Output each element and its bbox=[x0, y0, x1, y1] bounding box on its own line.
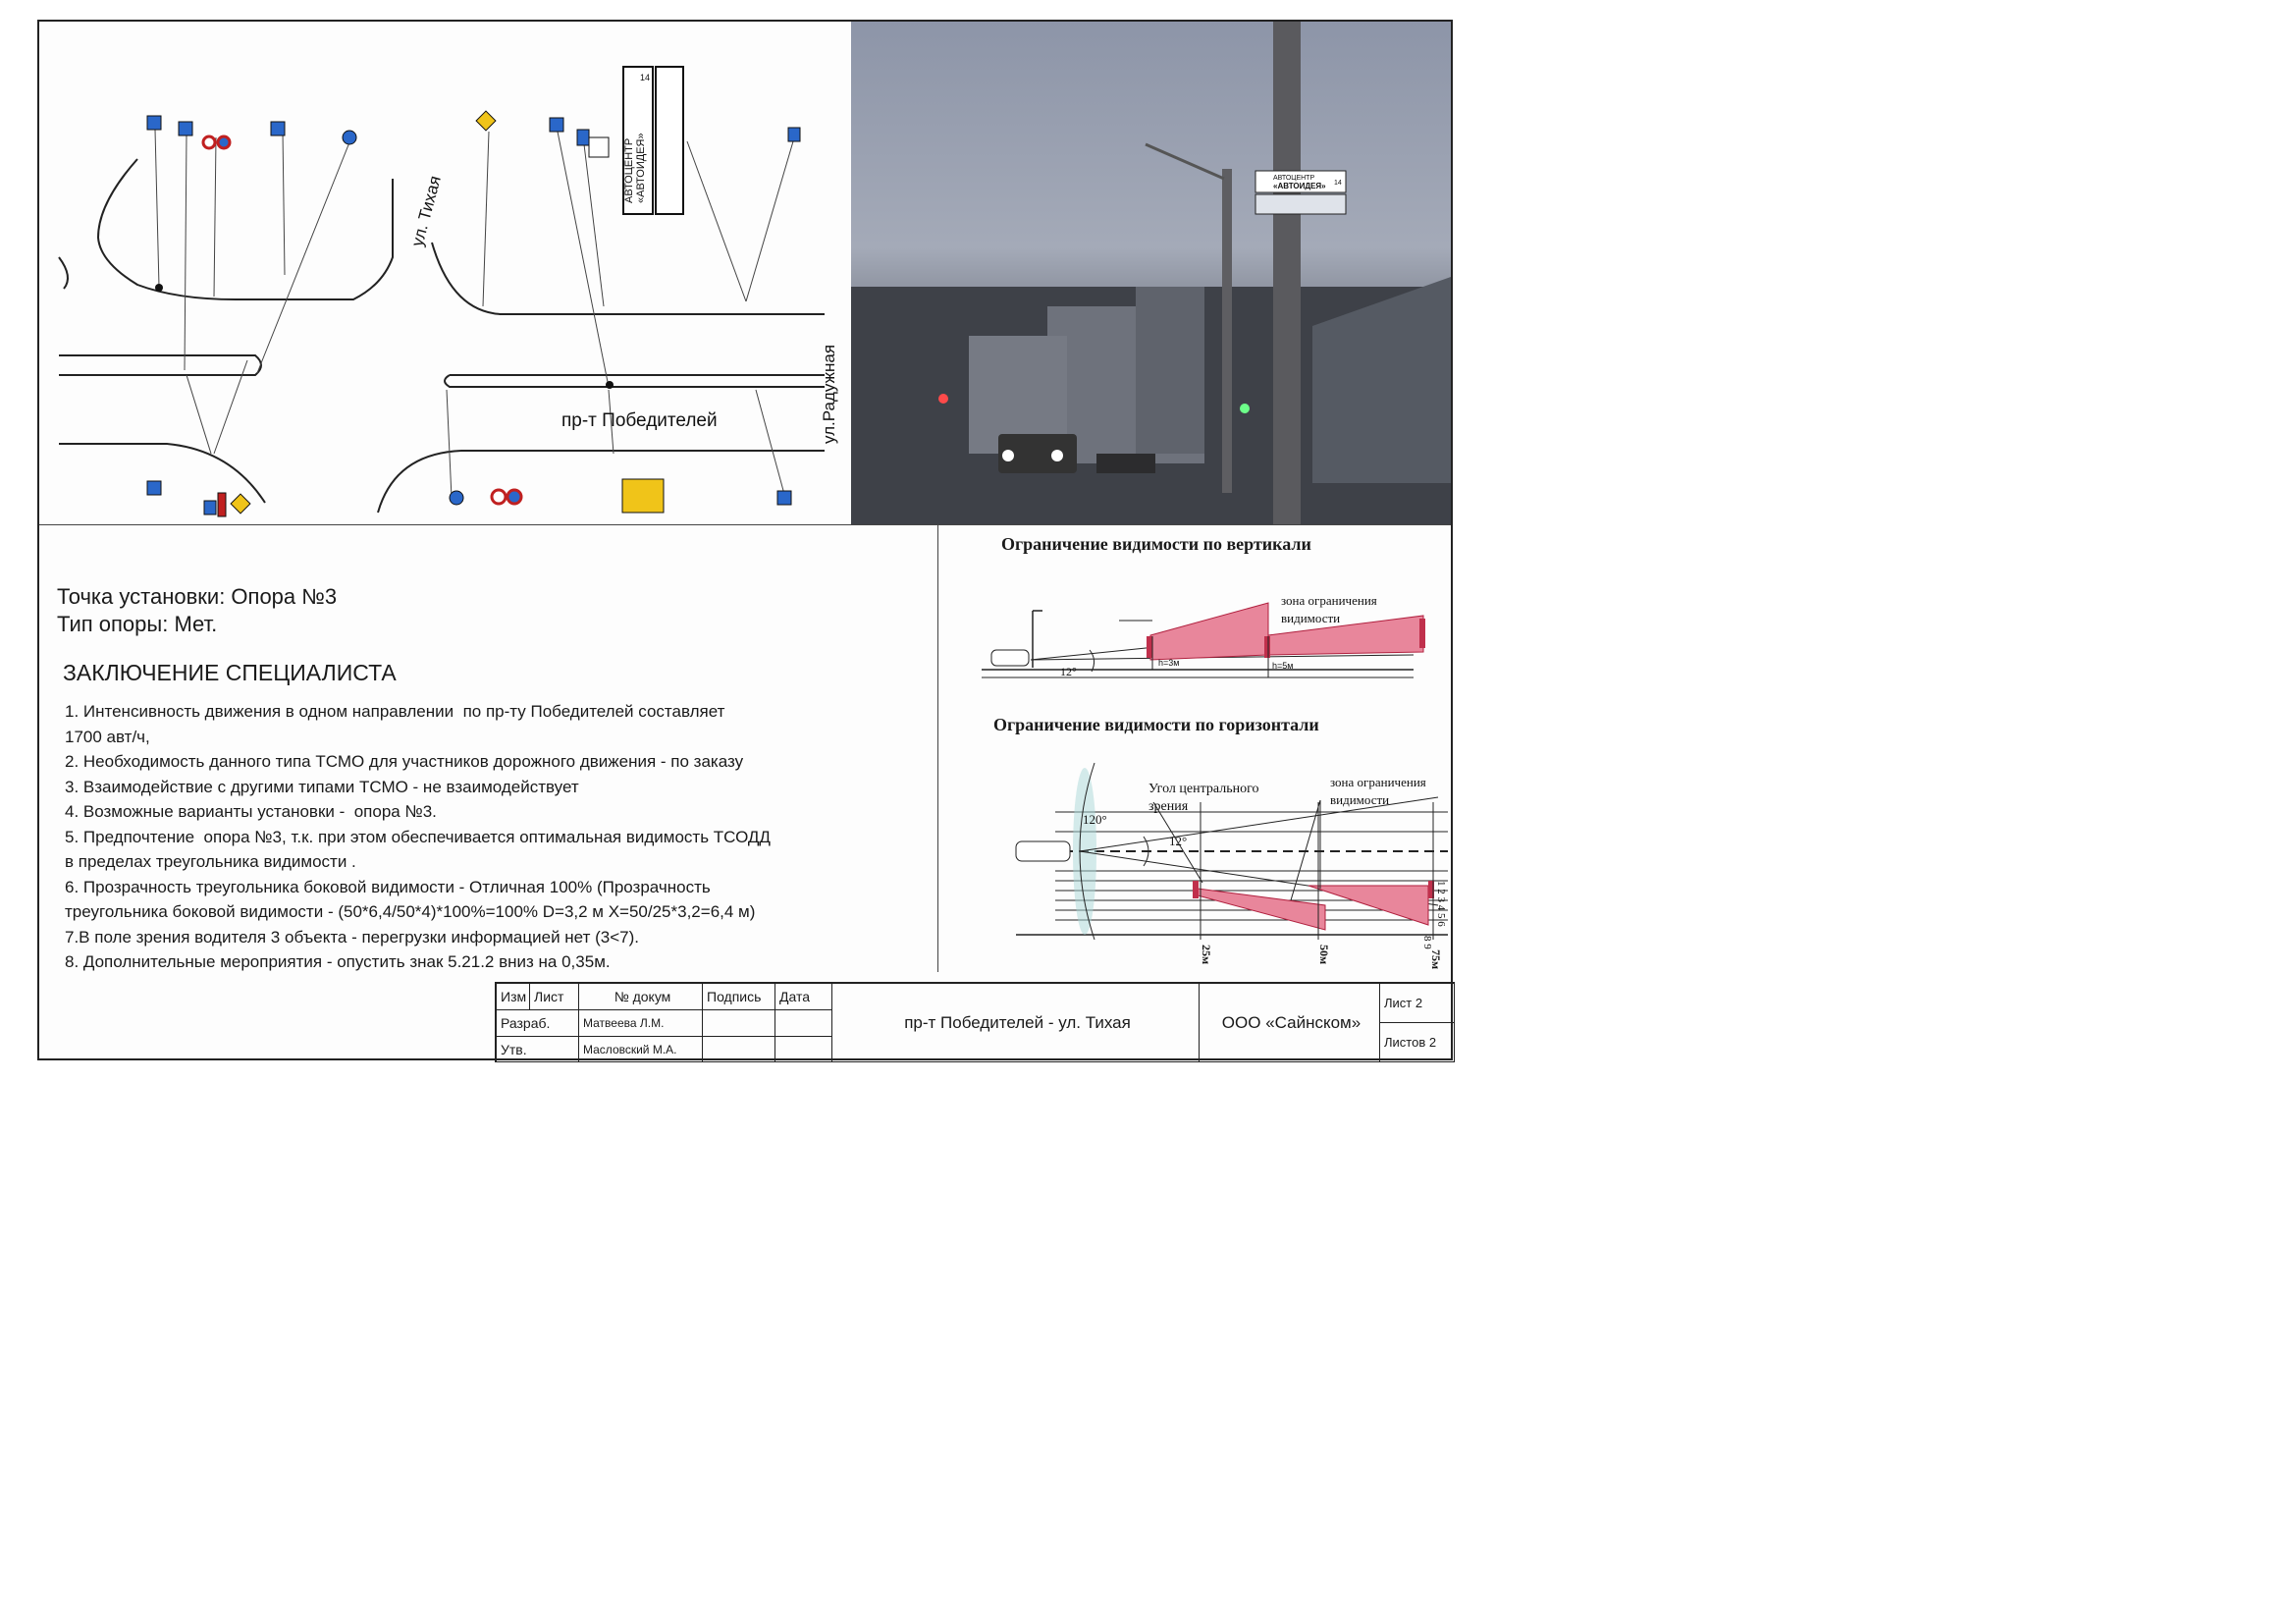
stamp-header-dokum: № докум bbox=[579, 984, 703, 1010]
conclusion-item: 5. Предпочтение опора №3, т.к. при этом обеспечивается оптимальная видимость ТСОДД в пределах треугольника видимости . bbox=[65, 827, 771, 871]
stamp-empty bbox=[703, 1037, 775, 1062]
road-signs-upper bbox=[147, 111, 800, 157]
stamp-company: ООО «Сайнском» bbox=[1200, 984, 1380, 1062]
svg-text:120°: 120° bbox=[1083, 812, 1107, 827]
stamp-sheets: Листов 2 bbox=[1380, 1023, 1455, 1062]
street-label-tikhaya: ул. Тихая bbox=[407, 174, 445, 249]
conclusion-item: 4. Возможные варианты установки - опора №3. bbox=[65, 802, 437, 821]
stamp-header-podpis: Подпись bbox=[703, 984, 775, 1010]
svg-text:АВТОЦЕНТР: АВТОЦЕНТР bbox=[1273, 175, 1315, 182]
stamp-empty bbox=[775, 1037, 832, 1062]
svg-text:АВТОЦЕНТР: АВТОЦЕНТР bbox=[623, 137, 635, 203]
stamp-razrab-name: Матвеева Л.М. bbox=[579, 1010, 703, 1037]
document-sheet bbox=[37, 20, 1453, 1060]
curb-fragment bbox=[59, 257, 68, 289]
stamp-object: пр-т Победителей - ул. Тихая bbox=[832, 984, 1200, 1062]
svg-text:h=3м: h=3м bbox=[1158, 658, 1180, 668]
svg-text:12°: 12° bbox=[1060, 665, 1077, 678]
street-label-raduzhnaya: ул.Радужная bbox=[820, 344, 838, 444]
title-block bbox=[495, 982, 1455, 1062]
intersection-scheme bbox=[39, 22, 849, 524]
svg-text:зона ограничения: зона ограничения bbox=[1330, 775, 1426, 789]
horizontal-visibility-diagram bbox=[996, 743, 1448, 971]
vertical-visibility-diagram bbox=[982, 562, 1443, 704]
svg-text:Угол центрального: Угол центрального bbox=[1148, 782, 1259, 796]
svg-text:1 2 3 4 5 6: 1 2 3 4 5 6 bbox=[1435, 881, 1447, 927]
curb-lower-left bbox=[59, 444, 265, 503]
conclusion-item: 7.В поле зрения водителя 3 объекта - перегрузки информацией нет (3<7). bbox=[65, 927, 639, 947]
stamp-header-izm: Изм bbox=[497, 984, 530, 1010]
autocenter-sign-scheme bbox=[623, 67, 683, 214]
installation-info bbox=[57, 583, 337, 638]
svg-text:8 9: 8 9 bbox=[1421, 936, 1433, 949]
vertical-diagram-title: Ограничение видимости по вертикали bbox=[1001, 534, 1311, 554]
conclusion-item: 1. Интенсивность движения в одном направлении по пр-ту Победителей составляет 1700 авт/ч, bbox=[65, 702, 725, 746]
svg-text:зона ограничения: зона ограничения bbox=[1281, 593, 1377, 608]
street-label-avenue: пр-т Победителей bbox=[561, 410, 718, 431]
conclusion-item: 2. Необходимость данного типа ТСМО для участников дорожного движения - по заказу bbox=[65, 752, 744, 771]
stamp-header-list: Лист bbox=[530, 984, 579, 1010]
installation-point: Точка установки: Опора №3 bbox=[57, 584, 338, 609]
svg-text:h=5м: h=5м bbox=[1272, 661, 1294, 671]
svg-text:12°: 12° bbox=[1169, 834, 1188, 848]
median-left bbox=[59, 355, 261, 375]
horizontal-diagram-title: Ограничение видимости по горизонтали bbox=[993, 715, 1319, 734]
median-right bbox=[445, 375, 825, 387]
svg-text:14: 14 bbox=[1334, 180, 1342, 187]
curb-lower-right bbox=[378, 451, 825, 513]
road-signs-lower bbox=[147, 479, 791, 516]
site-photo bbox=[851, 22, 1451, 524]
svg-text:75м: 75м bbox=[1429, 949, 1443, 970]
svg-text:«АВТОИДЕЯ»: «АВТОИДЕЯ» bbox=[635, 133, 647, 203]
support-type: Тип опоры: Мет. bbox=[57, 612, 218, 636]
divider-horizontal bbox=[39, 524, 1451, 525]
svg-text:«АВТОИДЕЯ»: «АВТОИДЕЯ» bbox=[1273, 182, 1326, 190]
svg-text:14: 14 bbox=[640, 73, 651, 82]
stamp-header-data: Дата bbox=[775, 984, 832, 1010]
svg-text:25м: 25м bbox=[1200, 945, 1213, 965]
conclusion-item: 6. Прозрачность треугольника боковой видимости - Отличная 100% (Прозрачность треугольника боковой видимости - (50*6,4/50*4)*100%=100% D=3,2 м X=50/25*3,2=6,4 м) bbox=[65, 877, 756, 921]
svg-text:видимости: видимости bbox=[1330, 792, 1390, 807]
svg-text:видимости: видимости bbox=[1281, 611, 1341, 625]
svg-text:зрения: зрения bbox=[1148, 799, 1189, 814]
conclusion-item: 3. Взаимодействие с другими типами ТСМО - не взаимодействует bbox=[65, 777, 579, 796]
conclusion-list bbox=[65, 699, 929, 975]
stamp-utv: Утв. bbox=[497, 1037, 579, 1062]
stamp-sheet: Лист 2 bbox=[1380, 984, 1455, 1023]
conclusion-title: ЗАКЛЮЧЕНИЕ СПЕЦИАЛИСТА bbox=[63, 660, 397, 685]
stamp-empty bbox=[775, 1010, 832, 1037]
curb-upper-left bbox=[98, 159, 393, 299]
divider-vertical bbox=[937, 524, 938, 972]
stamp-utv-name: Масловский М.А. bbox=[579, 1037, 703, 1062]
svg-text:50м: 50м bbox=[1317, 945, 1331, 965]
conclusion-item: 8. Дополнительные мероприятия - опустить знак 5.21.2 вниз на 0,35м. bbox=[65, 952, 611, 971]
curb-upper-right bbox=[432, 243, 825, 314]
stamp-razrab: Разраб. bbox=[497, 1010, 579, 1037]
stamp-empty bbox=[703, 1010, 775, 1037]
